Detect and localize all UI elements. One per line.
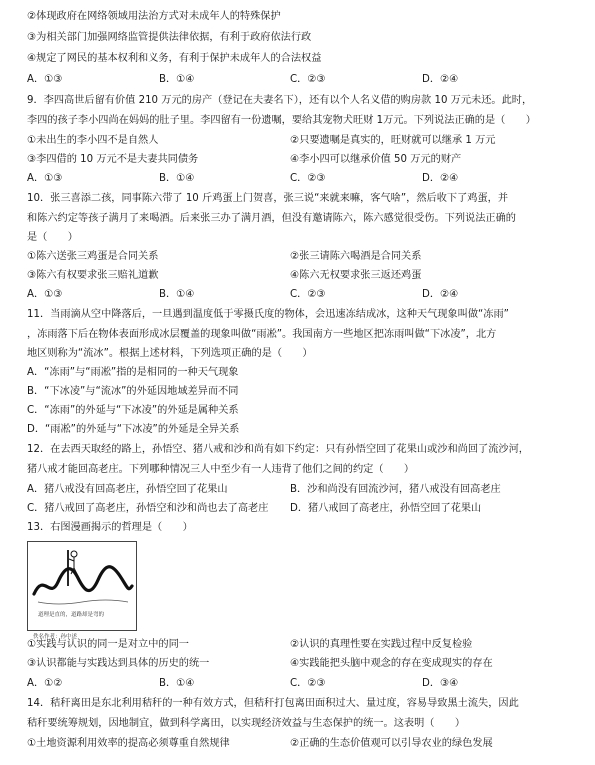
q14-statement-1: ①土地资源利用效率的提高必须尊重自然规律 (27, 738, 230, 749)
q10-option-d[interactable]: D．②④ (422, 289, 459, 300)
q10-option-c[interactable]: C．②③ (290, 289, 326, 300)
q13-statement-1: ①实践与认识的同一是对立中的同一 (27, 639, 189, 650)
q13-stem: 13．右图漫画揭示的哲理是（ ） (27, 522, 193, 533)
q12-stem-line-2: 猪八戒才能回高老庄。下列哪种情况三人中至少有一人违背了他们之间的约定（ ） (27, 464, 415, 475)
q13-statement-3: ③认识都能与实践达到具体的历史的统一 (27, 658, 210, 669)
q13-statement-2: ②认识的真理性要在实践过程中反复检验 (290, 639, 473, 650)
q8-statement-4: ④规定了网民的基本权利和义务，有利于保护未成年人的合法权益 (27, 53, 322, 64)
q8-statement-3: ③为相关部门加强网络监管提供法律依据，有利于政府依法行政 (27, 32, 312, 43)
q9-option-a[interactable]: A．①③ (27, 173, 63, 184)
q9-statement-2: ②只要遗嘱是真实的，旺财就可以继承 1 万元 (290, 135, 496, 146)
q10-statement-4: ④陈六无权要求张三返还鸡蛋 (290, 270, 422, 281)
q14-stem-line-2: 秸秆要统筹规划，因地制宜，做到科学离田，以实现经济效益与生态保护的统一。这表明（ ） (27, 718, 466, 729)
q11-option-c[interactable]: C．“冻雨”的外延与“下冰凌”的外延是属种关系 (27, 405, 239, 416)
q9-statement-4: ④李小四可以继承价值 50 万元的财产 (290, 154, 462, 165)
q12-option-b[interactable]: B．沙和尚没有回流沙河，猪八戒没有回高老庄 (290, 484, 501, 495)
q9-stem-line-1: 9．李四高世后留有价值 210 万元的房产（登记在夫妻名下），还有以个人名义借的购房款 10 万元未还。此时， (27, 95, 533, 106)
q10-stem-line-2: 和陈六约定等孩子满月了来喝酒。后来张三办了满月酒，但没有邀请陈六，陈六感觉很受伤。下列说法正确的 (27, 213, 516, 224)
cartoon-image (27, 541, 137, 631)
q10-statement-3: ③陈六有权要求张三赔礼道歉 (27, 270, 159, 281)
q8-option-d[interactable]: D．②④ (422, 74, 459, 85)
q13-option-b[interactable]: B．①④ (159, 678, 195, 689)
q8-option-a[interactable]: A．①③ (27, 74, 63, 85)
q9-option-c[interactable]: C．②③ (290, 173, 326, 184)
q11-stem-line-3: 地区则称为“流冰”。根据上述材料，下列选项正确的是（ ） (27, 348, 313, 359)
q12-option-c[interactable]: C．猪八戒回了高老庄，孙悟空和沙和尚也去了高老庄 (27, 503, 269, 514)
q9-stem-line-2: 李四的孩子李小四尚在妈妈的肚子里。李四留有一份遗嘱，要给其宠物犬旺财 1万元。下列说法正确的是（ ） (27, 115, 536, 126)
q14-statement-2: ②正确的生态价值观可以引导农业的绿色发展 (290, 738, 493, 749)
q11-stem-line-1: 11．当雨滴从空中降落后，一旦遇到温度低于零摄氏度的物体，会迅速冻结成冰，这种天气现象叫做“冻雨” (27, 309, 509, 320)
q8-option-b[interactable]: B．①④ (159, 74, 195, 85)
q9-option-b[interactable]: B．①④ (159, 173, 195, 184)
q11-option-a[interactable]: A．“冻雨”与“雨凇”指的是相同的一种天气现象 (27, 367, 239, 378)
q8-statement-2: ②体现政府在网络领域用法治方式对未成年人的特殊保护 (27, 11, 281, 22)
cartoon-author: 佚名作者：孙中述 (33, 634, 78, 640)
q8-option-c[interactable]: C．②③ (290, 74, 326, 85)
q10-option-b[interactable]: B．①④ (159, 289, 195, 300)
q10-stem-line-3: 是（ ） (27, 232, 78, 243)
q10-option-a[interactable]: A．①③ (27, 289, 63, 300)
q11-option-d[interactable]: D．“雨凇”的外延与“下冰凌”的外延是全异关系 (27, 424, 240, 435)
q10-statement-2: ②张三请陈六喝酒是合同关系 (290, 251, 422, 262)
cartoon-caption: 道理是直的，道路却是弯的 (38, 612, 105, 618)
q12-option-d[interactable]: D．猪八戒回了高老庄，孙悟空回了花果山 (290, 503, 482, 514)
q12-option-a[interactable]: A．猪八戒没有回高老庄，孙悟空回了花果山 (27, 484, 228, 495)
q10-statement-1: ①陈六送张三鸡蛋是合同关系 (27, 251, 159, 262)
q13-option-d[interactable]: D．③④ (422, 678, 459, 689)
q11-option-b[interactable]: B．“下冰凌”与“流冰”的外延因地域差异而不同 (27, 386, 239, 397)
q9-statement-1: ①未出生的李小四不是自然人 (27, 135, 159, 146)
q13-option-c[interactable]: C．②③ (290, 678, 326, 689)
q12-stem-line-1: 12．在去西天取经的路上，孙悟空、猪八戒和沙和尚有如下约定：只有孙悟空回了花果山或沙和尚回了流沙河， (27, 444, 529, 455)
q13-option-a[interactable]: A．①② (27, 678, 63, 689)
q14-stem-line-1: 14．秸秆离田是东北利用秸秆的一种有效方式，但秸秆打包离田面积过大、量过度，容易导致黑土流失，因此 (27, 698, 519, 709)
q13-statement-4: ④实践能把头脑中观念的存在变成现实的存在 (290, 658, 493, 669)
q9-option-d[interactable]: D．②④ (422, 173, 459, 184)
q10-stem-line-1: 10．张三喜添二孩，同事陈六带了 10 斤鸡蛋上门贺喜，张三说“来就来嘛，客气啥”，然后收下了鸡蛋，并 (27, 193, 509, 204)
q9-statement-3: ③李四借的 10 万元不是夫妻共同债务 (27, 154, 199, 165)
q11-stem-line-2: ，冻雨落下后在物体表面形成冰层覆盖的现象叫做“雨凇”。我国南方一些地区把冻雨叫做“下冰凌”，北方 (27, 329, 497, 340)
